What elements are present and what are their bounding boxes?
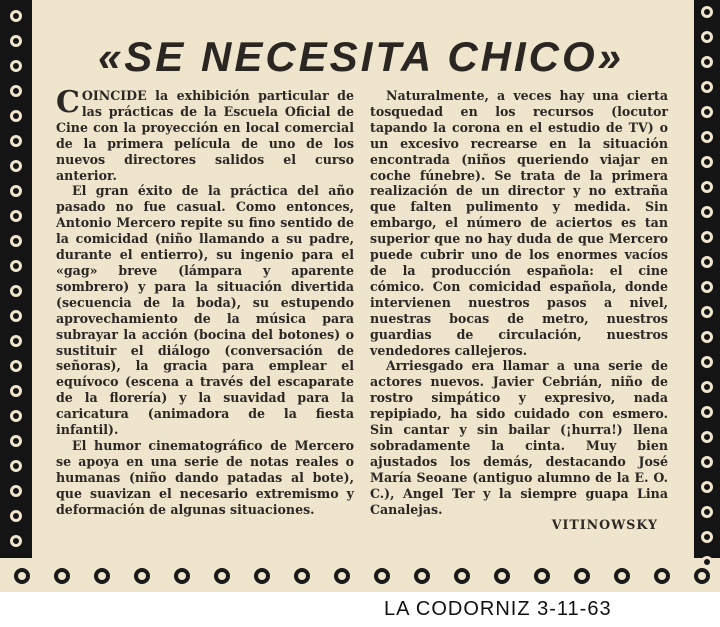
sprocket-hole xyxy=(10,60,22,72)
sprocket-hole xyxy=(494,568,510,584)
sprocket-hole xyxy=(294,568,310,584)
paragraph: El humor cinematográfico de Mercero se apoya en una serie de notas reales o humanas (niño dando patadas al bote), que suavizan el necesario extremismo y deformación de algunas situaciones. xyxy=(56,437,354,517)
sprocket-hole xyxy=(701,531,713,543)
sprocket-hole xyxy=(534,568,550,584)
sprocket-hole xyxy=(10,335,22,347)
sprocket-hole xyxy=(701,431,713,443)
sprocket-hole xyxy=(10,260,22,272)
sprocket-hole xyxy=(701,181,713,193)
paragraph: Arriesgado era llamar a una serie de actores nuevos. Javier Cebrián, niño de rostro simpático y expresivo, nada repipiado, ha sido cuidado con esmero. Sin cantar y sin bailar (¡hurra!) llena sobradamente la cinta. Muy bien ajustados los demás, destacando José María Seoane (antiguo alumno de la E. O. C.), Angel Ter y la siempre guapa Lina Canalejas. xyxy=(370,358,668,517)
sprocket-hole xyxy=(10,185,22,197)
sprocket-hole xyxy=(10,360,22,372)
sprocket-hole xyxy=(701,106,713,118)
sprocket-hole xyxy=(701,131,713,143)
sprocket-hole xyxy=(10,510,22,522)
sprocket-hole xyxy=(701,6,713,18)
sprocket-hole xyxy=(374,568,390,584)
sprocket-hole xyxy=(10,310,22,322)
paragraph: El gran éxito de la práctica del año pasado no fue casual. Como entonces, Antonio Mercero repite su fino sentido de la comicidad (niño llamando a su padre, durante el entierro), su ingenio para el «gag» breve (lámpara y aparente sombrero) y para la situación divertida (secuencia de la boda), su estupendo aprovechamiento de la música para subrayar la acción (bocina del botones) o sustituir el diálogo (conversación de señoras), la gracia para emplear el equívoco (escena a través del escaparate de la florería) y la suavidad para la caricatura (animadora de la fiesta infantil). xyxy=(56,183,354,438)
article-column-left xyxy=(56,85,354,517)
sprocket-hole xyxy=(10,410,22,422)
paragraph-text: OINCIDE la exhibición particular de las prácticas de la Escuela Oficial de Cine con la proyección en local comercial de la primera película de uno de los nuevos directores salidos el curso anterior. xyxy=(56,88,354,183)
sprocket-hole xyxy=(701,356,713,368)
sprocket-hole xyxy=(174,568,190,584)
sprocket-hole xyxy=(701,306,713,318)
sprocket-hole xyxy=(10,85,22,97)
sprocket-hole xyxy=(414,568,430,584)
sprocket-hole xyxy=(454,568,470,584)
sprocket-hole xyxy=(254,568,270,584)
article-column-right xyxy=(370,88,668,533)
sprocket-hole xyxy=(701,381,713,393)
sprocket-hole xyxy=(54,568,70,584)
sprocket-hole xyxy=(701,281,713,293)
headline: «SE NECESITA CHICO» xyxy=(97,33,625,80)
sprocket-hole xyxy=(694,568,710,584)
sprocket-hole xyxy=(701,256,713,268)
sprocket-hole xyxy=(10,160,22,172)
sprocket-hole xyxy=(10,35,22,47)
sprocket-hole xyxy=(10,110,22,122)
sprocket-hole xyxy=(94,568,110,584)
sprocket-hole xyxy=(701,156,713,168)
sprocket-hole xyxy=(701,81,713,93)
sprocket-hole xyxy=(701,31,713,43)
sprocket-hole xyxy=(701,481,713,493)
sprocket-hole xyxy=(14,568,30,584)
paragraph xyxy=(56,85,354,183)
sprocket-hole xyxy=(701,456,713,468)
author-signature: VITINOWSKY xyxy=(551,517,658,533)
sprocket-hole xyxy=(10,235,22,247)
sprocket-hole xyxy=(10,285,22,297)
sprocket-hole xyxy=(701,406,713,418)
sprocket-hole xyxy=(334,568,350,584)
sprocket-hole xyxy=(10,385,22,397)
sprocket-hole xyxy=(134,568,150,584)
sprocket-hole xyxy=(10,135,22,147)
sprocket-hole xyxy=(701,506,713,518)
sprocket-hole xyxy=(701,331,713,343)
source-caption: LA CODORNIZ 3-11-63 xyxy=(384,598,612,620)
paragraph: Naturalmente, a veces hay una cierta tosquedad en los recursos (locutor tapando la corona en el estudio de TV) o un excesivo recrearse en la situación encontrada (niños queriendo viajar en coche fúnebre). Se trata de la primera realización de un director y no extraña que falten pulimento y medida. Sin embargo, el número de aciertos es tan superior que no hay duda de que Mercero puede cubrir uno de los enormes vacíos de la producción española: el cine cómico. Con comicidad española, donde intervienen nuestros pasos a nivel, nuestras bocas de metro, nuestros guardias de circulación, nuestros vendedores callejeros. xyxy=(370,88,668,358)
sprocket-hole xyxy=(214,568,230,584)
sprocket-hole xyxy=(614,568,630,584)
sprocket-hole xyxy=(10,485,22,497)
sprocket-hole xyxy=(701,56,713,68)
sprocket-hole xyxy=(10,210,22,222)
sprocket-hole xyxy=(654,568,670,584)
sprocket-hole xyxy=(10,10,22,22)
sprocket-hole xyxy=(574,568,590,584)
sprocket-hole xyxy=(10,535,22,547)
sprocket-hole xyxy=(10,435,22,447)
drop-cap: C xyxy=(56,85,80,120)
sprocket-hole xyxy=(10,460,22,472)
sprocket-hole xyxy=(701,231,713,243)
sprocket-hole xyxy=(701,206,713,218)
sprocket-hole xyxy=(701,556,713,568)
